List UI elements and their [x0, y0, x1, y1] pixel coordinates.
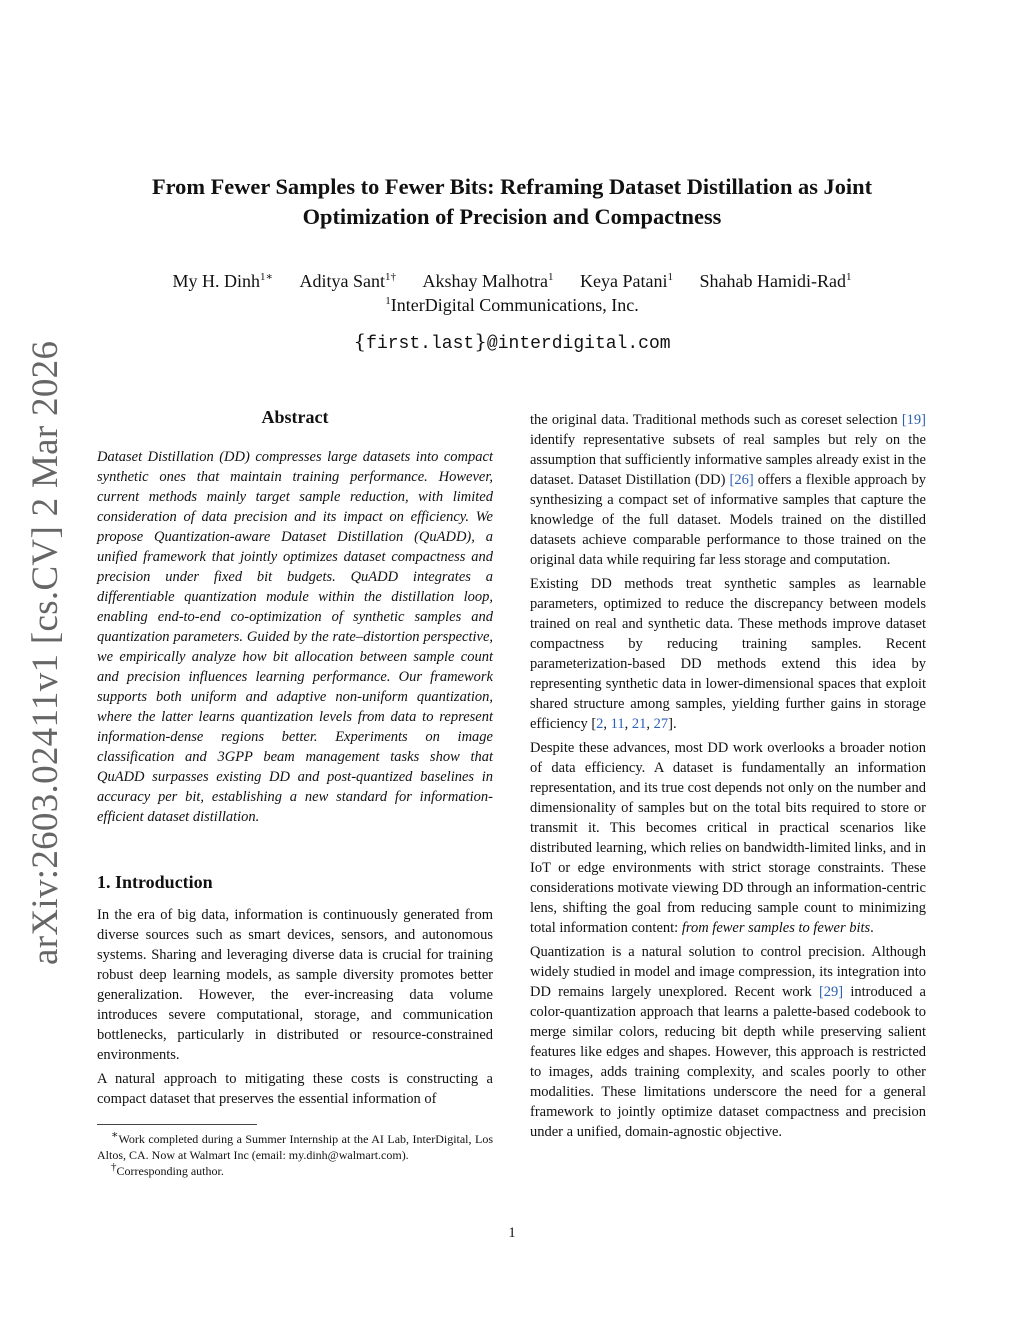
right-column — [530, 410, 926, 1146]
footnote-1: ∗Work completed during a Summer Internship at the AI Lab, InterDigital, Los Altos, CA. Now at Walmart Inc (email: my.dinh@walmart.com). — [97, 1129, 493, 1162]
introduction-heading: 1. Introduction — [97, 872, 213, 892]
citation-link[interactable]: [26] — [729, 472, 754, 488]
citation-link[interactable]: [19] — [901, 412, 926, 428]
author-block — [90, 269, 934, 317]
right-paragraph-4: Quantization is a natural solution to control precision. Although widely studied in model and image compression, its integration into DD remains largely unexplored. Recent work [29] introduced a color-quantization approach that learns a palette-based codebook to merge similar colors, reducing bit depth while preserving salient features like edges and shapes. However, this approach is restricted to images, adds training complexity, and scales poorly to other modalities. These limitations underscore the need for a general framework to jointly optimize dataset compactness and precision under a unified, domain-agnostic objective. — [530, 944, 926, 1140]
author-4: Keya Patani$^1$ — [580, 271, 673, 291]
abstract-heading: Abstract — [261, 407, 329, 427]
author-2: Aditya Sant$^{1\dagger}$ — [299, 271, 397, 291]
left-column — [97, 405, 493, 1179]
citation-link[interactable]: 21 — [631, 716, 647, 732]
affiliation-mark: 1 — [385, 295, 391, 307]
author-5-mark: 1 — [845, 271, 852, 283]
citation-link[interactable]: 27 — [653, 716, 669, 732]
abstract-text: Dataset Distillation (DD) compresses large datasets into compact synthetic ones that maintain training performance. However, current methods mainly target sample reduction, with limited consideration of data precision and its impact on efficiency. We propose Quantization-aware Dataset Distillation (QuADD), a unified framework that jointly optimizes dataset compactness and precision under fixed bit budgets. QuADD integrates a differentiable quantization module within the distillation loop, enabling end-to-end co-optimization of synthetic samples and quantization parameters. Guided by the rate–distortion perspective, we empirically analyze how bit allocation between sample count and precision influences learning performance. Our framework supports both uniform and adaptive non-uniform quantization, where the latter learns quantization levels from data to represent information-dense regions better. Experiments on image classification and 3GPP beam management tasks show that QuADD surpasses existing DD and post-quantized baselines in accuracy per bit, establishing a new standard for information-efficient dataset distillation. — [97, 449, 493, 825]
citation-link[interactable]: [29] — [818, 984, 844, 1000]
author-email: {first.last}@interdigital.com — [353, 329, 671, 354]
arxiv-identifier-stamp: arXiv:2603.02411v1 [cs.CV] 2 Mar 2026 — [25, 340, 66, 965]
footnote-divider — [97, 1124, 257, 1125]
title-line-2: Optimization of Precision and Compactness — [302, 204, 722, 229]
author-1: My H. Dinh$^{1∗}$ — [172, 271, 274, 291]
page-number: 1 — [508, 1225, 516, 1241]
footnote-2: †Corresponding author. — [111, 1161, 224, 1178]
affiliation: $^1$InterDigital Communications, Inc. — [385, 295, 639, 315]
right-paragraph-3: Despite these advances, most DD work overlooks a broader notion of data efficiency. A dataset is fundamentally an information representation, and its true cost depends not only on the number and dimensionality of samples but on the total bits required to store or transmit it. This becomes critical in practical scenarios like distributed learning, which relies on bandwidth-limited links, and in IoT or edge environments with strict storage constraints. These considerations motivate viewing DD through an information-centric lens, shifting the goal from reducing sample count to minimizing total information content: from fewer samples to fewer bits. — [530, 740, 926, 936]
title-line-1: From Fewer Samples to Fewer Bits: Reframing Dataset Distillation as Joint — [151, 174, 873, 199]
author-2-mark: 1† — [385, 271, 397, 283]
intro-paragraph-1: In the era of big data, information is continuously generated from diverse sources such as smart devices, sensors, and autonomous systems. Sharing and leveraging diverse data is crucial for training robust deep learning models, as sample diversity promotes better generalization. However, the ever-increasing data volume introduces severe computational, storage, and communication bottlenecks, particularly in distributed or resource-constrained environments. — [97, 907, 493, 1063]
citation-link[interactable]: 11 — [610, 716, 625, 732]
author-5: Shahab Hamidi-Rad$^1$ — [699, 271, 852, 291]
intro-paragraph-2: A natural approach to mitigating these costs is constructing a compact dataset that preserves the essential information of — [97, 1071, 493, 1107]
author-4-mark: 1 — [667, 271, 673, 283]
emphasis-text: from fewer samples to fewer bits — [681, 920, 871, 936]
author-1-mark: 1∗ — [260, 271, 274, 283]
right-paragraph-2: Existing DD methods treat synthetic samples as learnable parameters, optimized to reduce the discrepancy between models trained on real and synthetic data. These methods improve dataset compactness by reducing training samples. Recent parameterization-based DD methods extend this idea by representing synthetic data in lower-dimensional spaces that exploit shared structure among samples, yielding further gains in storage efficiency [2, 11, 21, 27]. — [530, 576, 926, 732]
paper-title — [90, 172, 934, 232]
author-3: Akshay Malhotra$^1$ — [422, 271, 554, 291]
right-paragraph-1: the original data. Traditional methods such as coreset selection [19] identify representative subsets of real samples but rely on the assumption that sufficiently informative samples already exist in the dataset. Dataset Distillation (DD) [26] offers a flexible approach by synthesizing a compact set of informative samples that capture the knowledge of the full dataset. Models trained on the distilled datasets achieve comparable performance to those trained on the original data while requiring far less storage and computation. — [530, 412, 926, 568]
citation-link[interactable]: 2 — [596, 716, 604, 732]
author-3-mark: 1 — [548, 271, 554, 283]
